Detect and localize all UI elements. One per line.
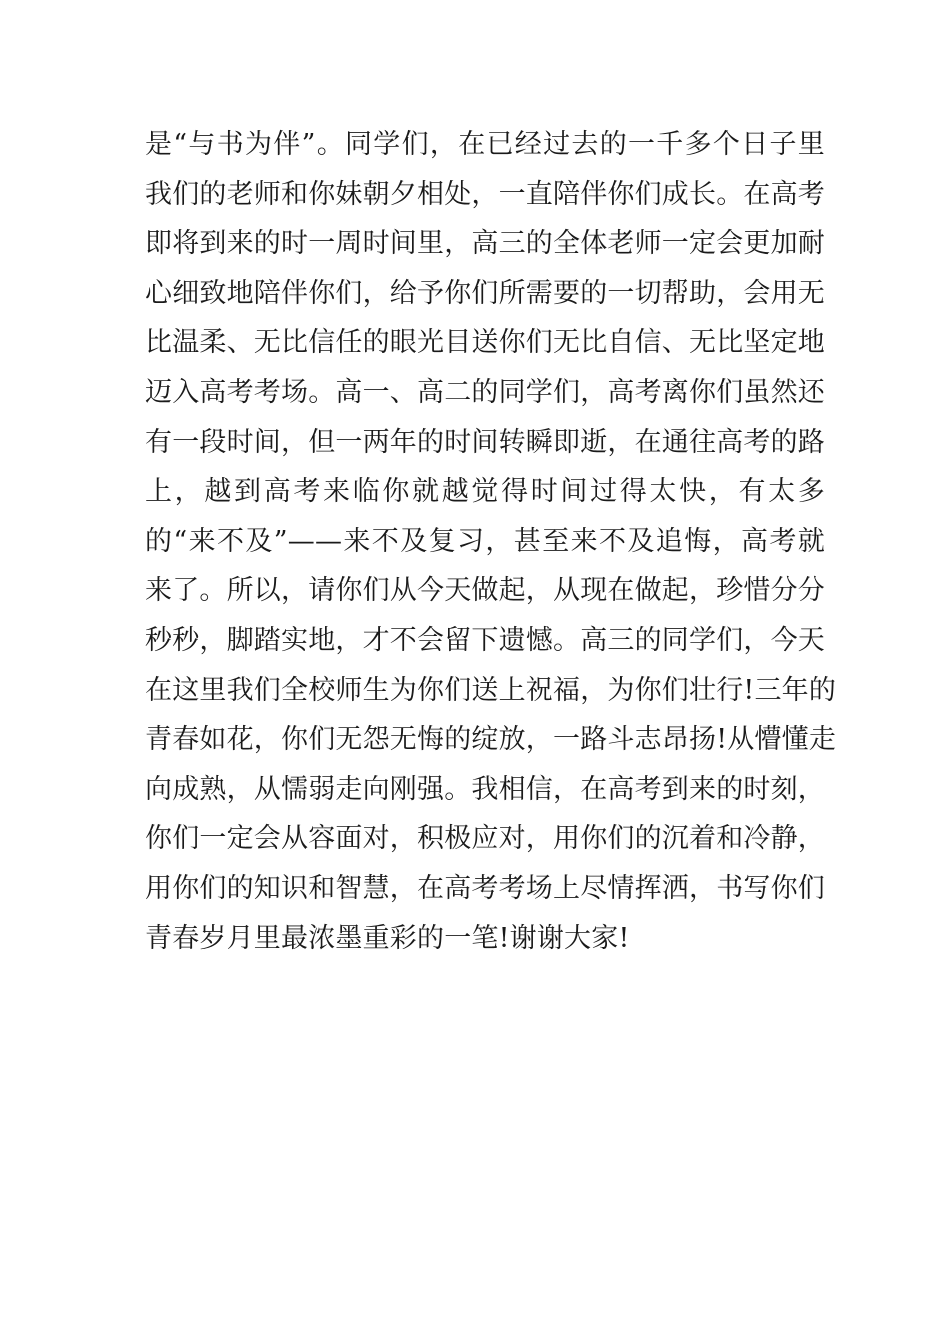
text-line: 秒秒，脚踏实地，才不会留下遗憾。高三的同学们，今天 [145, 624, 825, 656]
text-line: 即将到来的时一周时间里，高三的全体老师一定会更加耐 [145, 228, 825, 260]
text-line: 青春如花，你们无怨无悔的绽放，一路斗志昂扬!从懵懂走 [145, 724, 837, 756]
text-line: 来了。所以，请你们从今天做起，从现在做起，珍惜分分 [145, 575, 825, 607]
text-line: 迈入高考考场。高一、高二的同学们，高考离你们虽然还 [145, 376, 825, 408]
text-line: 是“与书为伴”。同学们，在已经过去的一千多个日子里 [145, 129, 825, 160]
text-line: 我们的老师和你妹朝夕相处，一直陪伴你们成长。在高考 [145, 178, 825, 210]
text-line: 向成熟，从懦弱走向刚强。我相信，在高考到来的时刻， [145, 773, 825, 805]
text-line: 在这里我们全校师生为你们送上祝福，为你们壮行!三年的 [145, 674, 837, 706]
text-line: 青春岁月里最浓墨重彩的一笔!谢谢大家! [145, 922, 630, 954]
text-line: 心细致地陪伴你们，给予你们所需要的一切帮助，会用无 [145, 277, 825, 309]
text-line: 用你们的知识和智慧，在高考考场上尽情挥洒，书写你们 [145, 872, 825, 904]
text-line: 上，越到高考来临你就越觉得时间过得太快，有太多 [145, 476, 825, 508]
body-paragraph [145, 120, 837, 963]
text-line: 比温柔、无比信任的眼光目送你们无比自信、无比坚定地 [145, 327, 825, 359]
text-line: 的“来不及”——来不及复习，甚至来不及追悔，高考就 [145, 525, 825, 557]
text-line: 你们一定会从容面对，积极应对，用你们的沉着和冷静， [145, 823, 825, 855]
text-line: 有一段时间，但一两年的时间转瞬即逝，在通往高考的路 [145, 426, 825, 458]
